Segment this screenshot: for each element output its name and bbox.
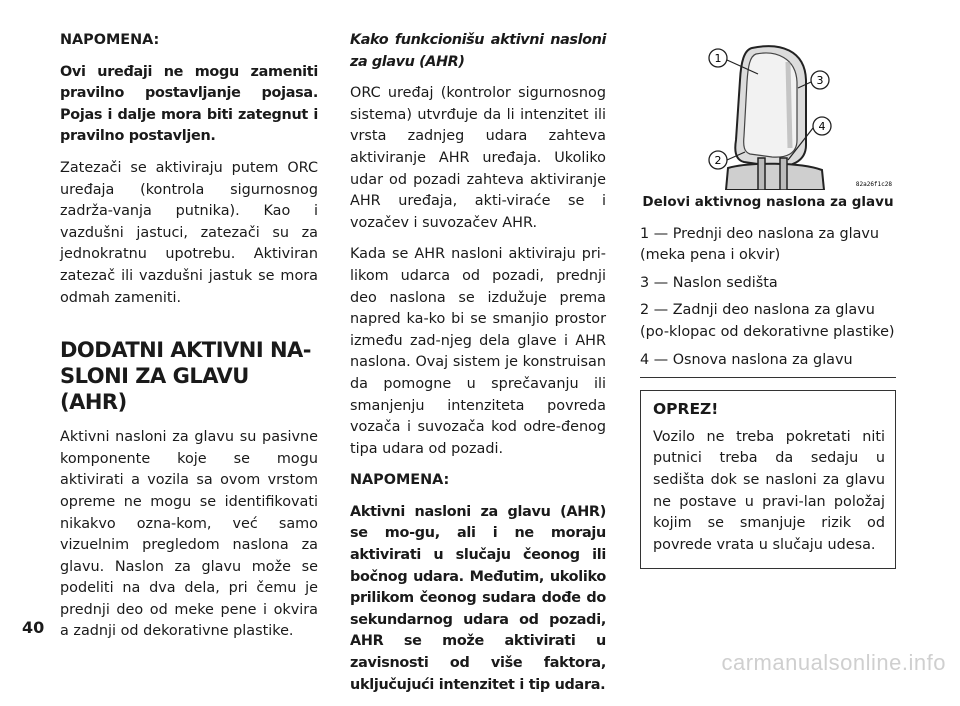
callout-2: 2: [714, 154, 722, 167]
note-text: Aktivni nasloni za glavu (AHR) se mo-gu, ali i ne moraju aktivirati u slučaju čeonog ili bočnog udara. Međutim, ukoliko prilikom čeonog sudara dođe do sekundarnog udara od pozadi, AHR se može aktivirati u zavisnosti od više faktora, uključujući intenzitet i tip udara.: [350, 503, 606, 693]
section-title: DODATNI AKTIVNI NA-SLONI ZA GLAVU (AHR): [60, 338, 312, 415]
paragraph-ahr-intro: Aktivni nasloni za glavu su pasivne komponente koje se mogu aktivirati a vozila sa ovom vrstom opreme ne mogu se identifikovati nikakvo ozna-kom, već samo vizuelnim pregledom naslona za glavu. Naslon za glavu može se podeliti na dva dela, pri čemu je prednji deo od meke pene i okvira a zadnji od dekorativne plastike.: [60, 429, 318, 640]
callout-1: 1: [714, 52, 722, 65]
note-text: Ovi uređaji ne mogu zameniti pravilno postavljanje pojasa. Pojas i dalje mora biti zategnut i pravilno postavljen.: [60, 63, 318, 145]
caution-text: Vozilo ne treba pokretati niti putnici treba da sedaju u sedišta dok se nasloni za glavu ne postave u pravi-lan položaj kojim se smanjuje rizik od povrede vrata u slučaju udesa.: [653, 428, 885, 553]
caution-box: [640, 390, 896, 569]
figure-code: 82a26f1c28: [855, 181, 892, 188]
divider: [640, 377, 896, 378]
page-number: 40: [22, 618, 45, 637]
note-label: NAPOMENA:: [350, 472, 450, 489]
figure-caption: Delovi aktivnog naslona za glavu: [642, 194, 894, 210]
legend-item-1: 1 — Prednji deo naslona za glavu (meka pena i okvir): [640, 225, 880, 264]
callout-4: 4: [818, 120, 826, 133]
callout-3: 3: [816, 74, 824, 87]
column-middle: [350, 30, 606, 706]
paragraph-orc: ORC uređaj (kontrolor sigurnosnog sistema) utvrđuje da li intenzitet ili vrsta zadnjeg udara zahteva aktiviranje AHR uređaja. Ukoliko udar od pozadi zahteva aktiviranje AHR uređaja, akti-viraće se i vozačev i suvozačev AHR.: [350, 85, 606, 231]
column-right: [640, 30, 896, 569]
note-label: NAPOMENA:: [60, 32, 160, 48]
caution-title: OPREZ!: [653, 400, 719, 419]
column-left: [60, 30, 318, 653]
subheading: Kako funkcionišu aktivni nasloni za glavu (AHR): [350, 32, 606, 70]
legend-item-2: 2 — Zadnji deo naslona za glavu (po-klopac od dekorativne plastike): [640, 302, 895, 340]
head-restraint-figure: [640, 40, 896, 190]
legend-item-3: 3 — Naslon sedišta: [640, 274, 778, 291]
watermark: carmanualsonline.info: [721, 650, 946, 675]
paragraph-ahr-activation: Kada se AHR nasloni aktiviraju pri-likom udarca od pozadi, prednji deo naslona se izdužuje prema napred ka-ko bi se smanjio prostor između zad-njeg dela glave i AHR naslona. Ovaj sistem je konstruisan da pomogne u sprečavanju ili smanjenju intenziteta povreda vozača i suvozača kod odre-đenog tipa udara od pozadi.: [350, 246, 606, 457]
legend-item-4: 4 — Osnova naslona za glavu: [640, 351, 853, 368]
paragraph-pretensioners: Zatezači se aktiviraju putem ORC uređaja (kontrola sigurnosnog zadrža-vanja putnika). Kao i vazdušni jastuci, zatezači su za jednokratnu upotrebu. Aktiviran zatezač ili vazdušni jastuk se mora odmah zameniti.: [60, 159, 318, 306]
head-restraint-illustration: [640, 40, 896, 190]
